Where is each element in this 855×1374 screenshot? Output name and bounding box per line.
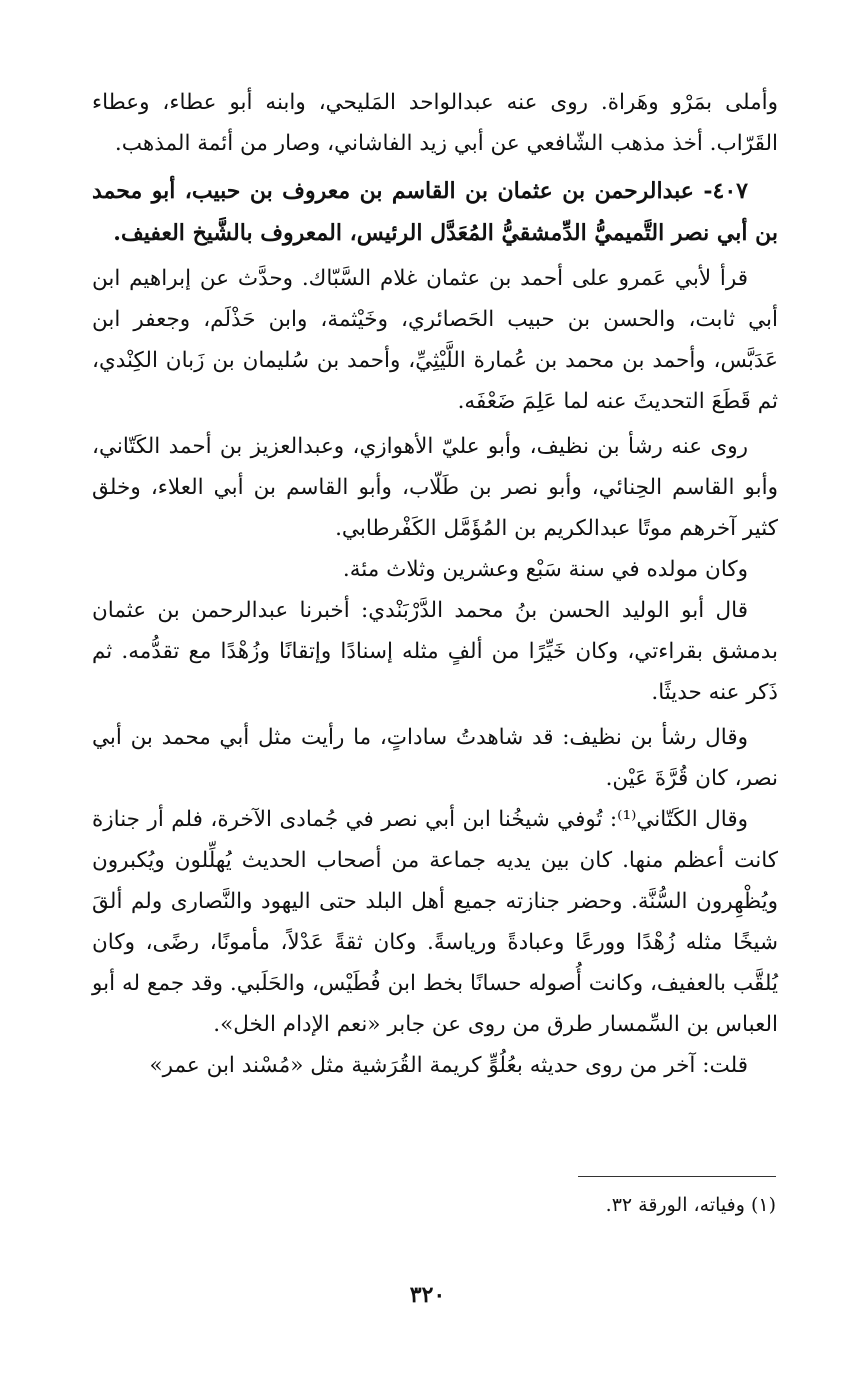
- paragraph-darbandi: قال أبو الوليد الحسن بنُ محمد الدَّرْبَنْدي: أخبرنا عبدالرحمن بن عثمان بدمشق بقراءتي، وكان خَيِّرًا من ألفٍ مثله إسنادًا وإتقانًا وزُهْدًا مع تقدُّمه. ثم ذَكر عنه حديثًا.: [92, 598, 778, 705]
- entry-heading: ٤٠٧- عبدالرحمن بن عثمان بن القاسم بن معروف بن حبيب، أبو محمد بن أبي نصر التَّميميُّ الدِّمشقيُّ المُعَدَّل الرئيس، المعروف بالشَّيخ العفيف.: [92, 178, 778, 246]
- page-number: ٣٢٠: [409, 1282, 446, 1308]
- paragraph-intro: وأملى بمَرْو وهَراة. روى عنه عبدالواحد المَليحي، وابنه أبو عطاء، وعطاء القَرّاب. أخذ مذهب الشّافعي عن أبي زيد الفاشاني، وصار من أئمة المذهب.: [92, 90, 778, 156]
- paragraph-qult: قلت: آخر من روى حديثه بعُلُوٍّ كريمة القُرَشية مثل «مُسْند ابن عمر»: [149, 1053, 748, 1078]
- paragraph-kattani: وقال الكَتّاني⁽¹⁾: تُوفي شيخُنا ابن أبي نصر في جُمادى الآخرة، فلم أر جنازة كانت أعظم منها. كان بين يديه جماعة من أصحاب الحديث يُهلِّلون ويُكبرون ويُظْهِرون السُّنَّة. وحضر جنازته جميع أهل البلد حتى اليهود والنَّصارى ولم ألقَ شيخًا مثله زُهْدًا وورعًا وعبادةً ورياسةً. وكان ثقةً عَدْلاً، مأمونًا، رضًى، وكان يُلقَّب بالعفيف، وكانت أُصوله حسانًا بخط ابن فُطَيْس، والحَلَبي. وقد جمع له أبو العباس بن السِّمسار طرق من روى عن جابر «نعم الإدام الخل».: [92, 807, 778, 1037]
- paragraph-birth: وكان مولده في سنة سَبْع وعشرين وثلاث مئة.: [342, 557, 748, 582]
- paragraph-rasha: وقال رشأ بن نظيف: قد شاهدتُ ساداتٍ، ما رأيت مثل أبي محمد بن أبي نصر، كان قُرَّةَ عَيْن.: [92, 725, 778, 791]
- page-body: [92, 82, 778, 1086]
- footnote: (١) وفياته، الورقة ٣٢.: [605, 1194, 776, 1216]
- footnote-divider: [578, 1176, 776, 1177]
- paragraph-narrators: روى عنه رشأ بن نظيف، وأبو عليّ الأهوازي، وعبدالعزيز بن أحمد الكَتّاني، وأبو القاسم الحِنائي، وأبو نصر بن طَلّاب، وأبو القاسم بن أبي العلاء، وخلق كثير آخرهم موتًا عبدالكريم بن المُؤَمَّل الكَفْرطابي.: [92, 434, 778, 541]
- paragraph-reading: قرأ لأبي عَمرو على أحمد بن عثمان غلام السَّبّاك. وحدَّث عن إبراهيم ابن أبي ثابت، والحسن بن حبيب الحَصائري، وخَيْثمة، وابن حَذْلَم، وجعفر ابن عَدَبَّس، وأحمد بن محمد بن عُمارة اللَّيْثِيِّ، وأحمد بن سُليمان بن زَبان الكِنْدي، ثم قَطَعَ التحديثَ عنه لما عَلِمَ ضَعْفَه.: [92, 266, 778, 414]
